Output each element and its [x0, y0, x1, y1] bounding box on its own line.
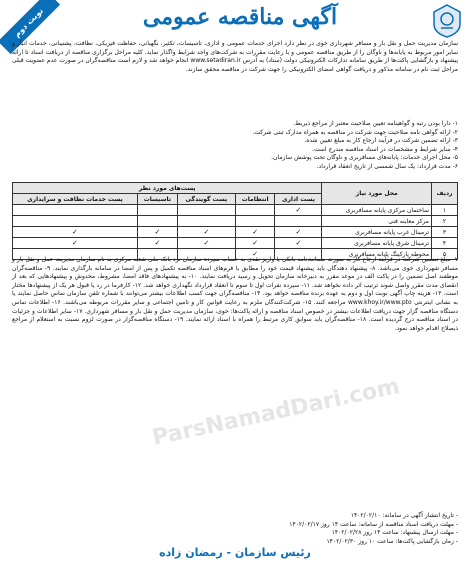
check-cell — [177, 216, 235, 227]
check-cell: ✓ — [13, 227, 138, 238]
check-cell: ✓ — [177, 227, 235, 238]
table-row — [13, 227, 458, 238]
signature: رئیس سازمان - رمضان زاده — [159, 546, 311, 559]
check-cell — [235, 216, 275, 227]
date-line: - زمان بازگشایی پاکت‌ها: ساعت ۱۰ روز ۱۴۰۲/۰۲/۳۰ — [326, 537, 458, 545]
check-cell: ✓ — [275, 238, 322, 249]
check-cell — [235, 205, 275, 216]
table-row — [13, 238, 458, 249]
check-cell: ✓ — [177, 238, 235, 249]
list-item: ۵- محل اجرای خدمات: پایانه‌های مسافربری و ناوگان تحت پوشش سازمان. — [271, 154, 458, 162]
col-header: انتظامات — [235, 194, 275, 205]
row-number: ۱ — [432, 205, 458, 216]
check-cell: ✓ — [235, 249, 275, 260]
col-group-header: پست‌های مورد نظر — [13, 183, 322, 194]
row-location: محوطه پارکینگ پایانه مسافربری — [322, 249, 432, 260]
check-cell: ✓ — [13, 238, 138, 249]
intro-paragraph: سازمان مدیریت حمل و نقل بار و مسافر شهرداری خوی در نظر دارد اجرای خدمات عمومی و اداری، تاسیسات، تکثیر، نگهبانی، حفاظت فیزیکی، نظافت، پشتیبانی، خدمات انبار و سایر امور مربوط به پایانه‌ها و ناوگان را از طریق مناقصه عمومی و با رعایت مقررات به شرکت‌های واجد شرایط واگذار نماید. کلیه مراحل برگزاری مناقصه از دریافت اسناد تا ارائه پیشنهاد و بازگشایی پاکت‌ها از طریق سامانه تدارکات الکترونیکی دولت (ستاد) به آدرس www.setadiran.ir انجام خواهد شد و لازم است مناقصه‌گران در صورت عدم عضویت قبلی مراحل ثبت نام در سامانه مذکور و دریافت گواهی امضای الکترونیکی را جهت شرکت در مناقصه محقق سازند. — [12, 40, 458, 73]
check-cell — [275, 216, 322, 227]
list-item: ۶- مدت قرارداد: یک سال شمسی از تاریخ انعقاد قرارداد. — [316, 162, 458, 170]
col-header: پست اداری — [275, 194, 322, 205]
check-cell: ✓ — [235, 238, 275, 249]
col-row-header: ردیف — [432, 183, 458, 205]
check-cell — [13, 216, 138, 227]
check-cell: ✓ — [275, 227, 322, 238]
col-header: پست گویندگی — [177, 194, 235, 205]
table-header-row — [13, 183, 458, 194]
check-cell — [177, 205, 235, 216]
check-cell: ✓ — [235, 227, 275, 238]
col-header: تاسیسات — [137, 194, 177, 205]
row-number: ۵ — [432, 249, 458, 260]
list-item: ۳- ارائه تضمین شرکت در فرآیند ارجاع کار به مبلغ تعیین شده. — [304, 137, 458, 145]
row-number: ۳ — [432, 227, 458, 238]
dates-block — [12, 512, 458, 546]
check-cell: ✓ — [137, 238, 177, 249]
check-cell — [13, 205, 138, 216]
row-location: مرکز معاینه فنی — [322, 216, 432, 227]
table-row — [13, 205, 458, 216]
municipality-logo-icon — [432, 4, 462, 38]
date-line: - مهلت ارسال پیشنهاد: ساعت ۱۴ روز ۱۴۰۲/۰۲/۲۸ — [331, 529, 458, 537]
date-line: - مهلت دریافت اسناد مناقصه از سامانه: ساعت ۱۴ روز ۱۴۰۲/۰۲/۱۷ — [289, 520, 458, 528]
row-location: ترمینال شرق پایانه مسافربری — [322, 238, 432, 249]
date-line: - تاریخ انتشار آگهی در سامانه: ۱۴۰۲/۰۲/۱۰ — [350, 512, 458, 519]
list-item: ۴- سایر شرایط و مشخصات در اسناد مناقصه مندرج است. — [312, 145, 458, 153]
row-location: ساختمان مرکزی پایانه مسافربری — [322, 205, 432, 216]
col-desc-header: محل مورد نیاز — [322, 183, 432, 205]
second-round-badge: نوبت دوم — [0, 0, 60, 54]
check-cell: ✓ — [137, 227, 177, 238]
check-cell — [137, 216, 177, 227]
terms-paragraph: ۷- مبلغ تضمین شرکت در فرآیند ارجاع کار به صورت ضمانت‌نامه بانکی یا واریز نقدی به حساب سپرده سازمان نزد بانک ملی شعبه مرکزی به نام سازمان مدیریت حمل و نقل بار و مسافر شهرداری خوی می‌باشد. ۸- پیشنهاد دهندگان باید پیشنهاد قیمت خود را مطابق با فرم‌های اسناد مناقصه تکمیل و پس از امضا در سامانه بارگذاری نمایند. ۹- مناقصه‌گران موظفند اصل تضمین را در پاکت الف در موعد مقرر به دبیرخانه سازمان تحویل و رسید دریافت نمایند. ۱۰- به پیشنهادهای فاقد امضا، مشروط، مخدوش و پیشنهادهایی که بعد از انقضای مدت مقرر واصل شوند ترتیب اثر داده نخواهد شد. ۱۱- سپرده نفرات اول تا سوم تا انعقاد قرارداد نگهداری خواهد شد. ۱۲- کارفرما در رد یا قبول هر یک از پیشنهادها مختار است. ۱۳- هزینه چاپ آگهی نوبت اول و دوم به عهده برنده مناقصه خواهد بود. ۱۴- مناقصه‌گران جهت کسب اطلاعات بیشتر می‌توانند با شماره تلفن سازمان تماس حاصل نمایند یا به نشانی اینترنتی www.khoy.ir/www.pto مراجعه کنند. ۱۵- شرکت‌کنندگان ملزم به رعایت قوانین کار و تامین اجتماعی و سایر مقررات مربوطه می‌باشند. ۱۶- اطلاعات تماس دستگاه مناقصه گزار جهت دریافت اطلاعات بیشتر در خصوص اسناد مناقصه و ارائه پاکت‌ها: خوی، سازمان مدیریت حمل و نقل بار و مسافر شهرداری. ۱۷- سایر اطلاعات و جزئیات در اسناد مناقصه درج گردیده است. ۱۸- مناقصه‌گران باید سوابق کاری مرتبط را همراه با اسناد ارائه نمایند. ۱۹- دستگاه مناقصه‌گزار در صورت لزوم نسبت به استعلام از مراجع ذیصلاح اقدام خواهد نمود. — [12, 256, 459, 332]
col-header: پست خدمات نظافت و سرایداری — [13, 194, 138, 205]
list-item: ۲- ارائه گواهی نامه صلاحیت جهت شرکت در مناقصه به همراه مدارک ثبتی شرکت. — [252, 128, 458, 136]
notice-title: آگهی مناقصه عمومی — [142, 4, 338, 30]
check-cell — [137, 205, 177, 216]
watermark: ParsNamadDari.com — [150, 374, 402, 451]
positions-table — [12, 182, 458, 260]
check-cell: ✓ — [275, 205, 322, 216]
row-number: ۲ — [432, 216, 458, 227]
row-location: ترمینال غرب پایانه مسافربری — [322, 227, 432, 238]
conditions-list — [12, 120, 458, 172]
list-item: ۱- دارا بودن رتبه و گواهینامه تعیین صلاحیت معتبر از مراجع ذیربط. — [293, 120, 458, 127]
row-number: ۴ — [432, 238, 458, 249]
table-row — [13, 216, 458, 227]
